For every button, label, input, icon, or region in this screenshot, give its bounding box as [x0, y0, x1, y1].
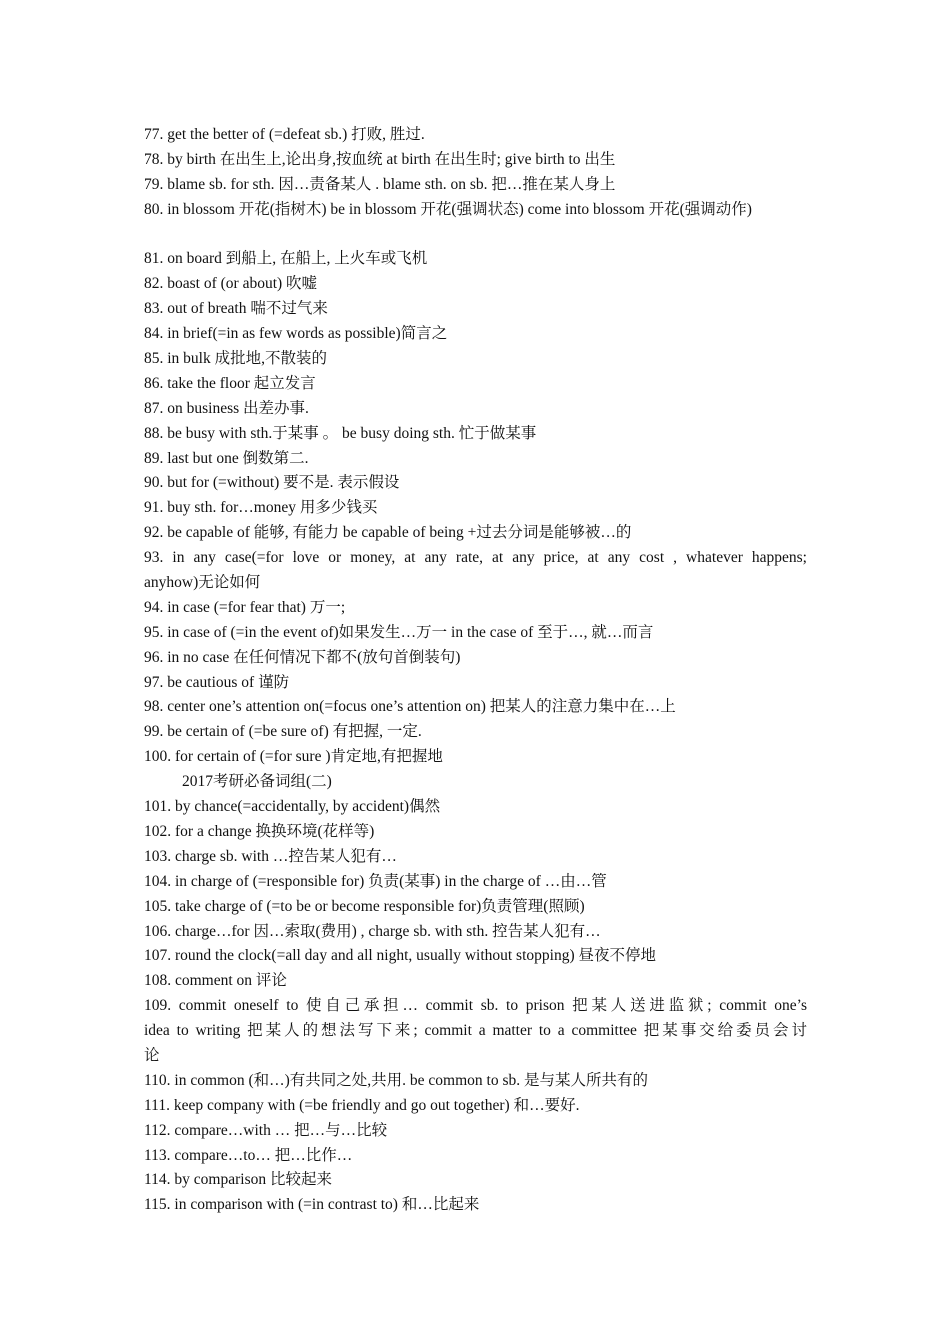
text-line: 106. charge…for 因…索取(费用) , charge sb. with sth. 控告某人犯有…	[144, 922, 601, 940]
text-line: 91. buy sth. for…money 用多少钱买	[144, 499, 378, 517]
text-line: 84. in brief(=in as few words as possible)简言之	[144, 325, 448, 343]
document-page	[144, 123, 807, 1218]
text-line: 92. be capable of 能够, 有能力 be capable of being +过去分词是能够被…的	[144, 524, 632, 542]
text-line: 89. last but one 倒数第二.	[144, 449, 309, 467]
text-line: 85. in bulk 成批地,不散装的	[144, 350, 327, 368]
text-line: 112. compare…with … 把…与…比较	[144, 1121, 388, 1139]
text-line: 97. be cautious of 谨防	[144, 673, 290, 691]
text-line: 114. by comparison 比较起来	[144, 1171, 332, 1189]
text-line: 93. in any case(=for love or money, at any rate, at any price, at any cost , whatever happens;	[144, 549, 807, 567]
text-line: 78. by birth 在出生上,论出身,按血统 at birth 在出生时; give birth to 出生	[144, 150, 616, 168]
text-line: 95. in case of (=in the event of)如果发生…万一 in the case of 至于…, 就…而言	[144, 623, 654, 641]
text-line: 104. in charge of (=responsible for) 负责(某事) in the charge of …由…管	[144, 872, 607, 890]
text-line: 79. blame sb. for sth. 因…责备某人 . blame sth. on sb. 把…推在某人身上	[144, 175, 616, 193]
text-line: 110. in common (和…)有共同之处,共用. be common to sb. 是与某人所共有的	[144, 1071, 649, 1089]
text-line: 103. charge sb. with …控告某人犯有…	[144, 847, 397, 865]
text-line: 83. out of breath 喘不过气来	[144, 300, 328, 318]
text-line: 111. keep company with (=be friendly and go out together) 和…要好.	[144, 1096, 580, 1114]
text-line: 81. on board 到船上, 在船上, 上火车或飞机	[144, 250, 428, 268]
text-line: 86. take the floor 起立发言	[144, 374, 316, 392]
text-line: 77. get the better of (=defeat sb.) 打败, 胜过.	[144, 126, 425, 143]
text-line: 99. be certain of (=be sure of) 有把握, 一定.	[144, 723, 422, 741]
text-line: 87. on business 出差办事.	[144, 399, 309, 417]
section-heading: 2017考研必备词组(二)	[182, 773, 332, 791]
text-line: 115. in comparison with (=in contrast to) 和…比起来	[144, 1196, 480, 1214]
text-line: 100. for certain of (=for sure )肯定地,有把握地	[144, 748, 443, 766]
text-line: 98. center one’s attention on(=focus one’s attention on) 把某人的注意力集中在…上	[144, 698, 676, 716]
text-line: 90. but for (=without) 要不是. 表示假设	[144, 474, 400, 492]
text-line: 论	[144, 1046, 160, 1064]
text-line: idea to writing 把某人的想法写下来; commit a matter to a committee 把某事交给委员会讨	[144, 1022, 807, 1040]
text-line: anyhow)无论如何	[144, 574, 261, 592]
text-line: 80. in blossom 开花(指树木) be in blossom 开花(强调状态) come into blossom 开花(强调动作)	[144, 200, 752, 218]
text-line: 109. commit oneself to 使自己承担… commit sb. to prison 把某人送进监狱; commit one’s	[144, 997, 807, 1015]
text-line: 108. comment on 评论	[144, 972, 287, 990]
text-line: 105. take charge of (=to be or become responsible for)负责管理(照顾)	[144, 897, 585, 915]
text-line: 82. boast of (or about) 吹嘘	[144, 275, 318, 293]
text-line: 96. in no case 在任何情况下都不(放句首倒装句)	[144, 648, 461, 666]
text-line: 107. round the clock(=all day and all night, usually without stopping) 昼夜不停地	[144, 947, 656, 965]
text-line: 101. by chance(=accidentally, by accident)偶然	[144, 798, 441, 816]
text-line: 113. compare…to… 把…比作…	[144, 1146, 353, 1164]
text-line: 88. be busy with sth.于某事 。 be busy doing sth. 忙于做某事	[144, 424, 537, 442]
text-line: 94. in case (=for fear that) 万一;	[144, 598, 346, 616]
blank-line	[144, 223, 807, 248]
text-line: 102. for a change 换换环境(花样等)	[144, 822, 375, 840]
